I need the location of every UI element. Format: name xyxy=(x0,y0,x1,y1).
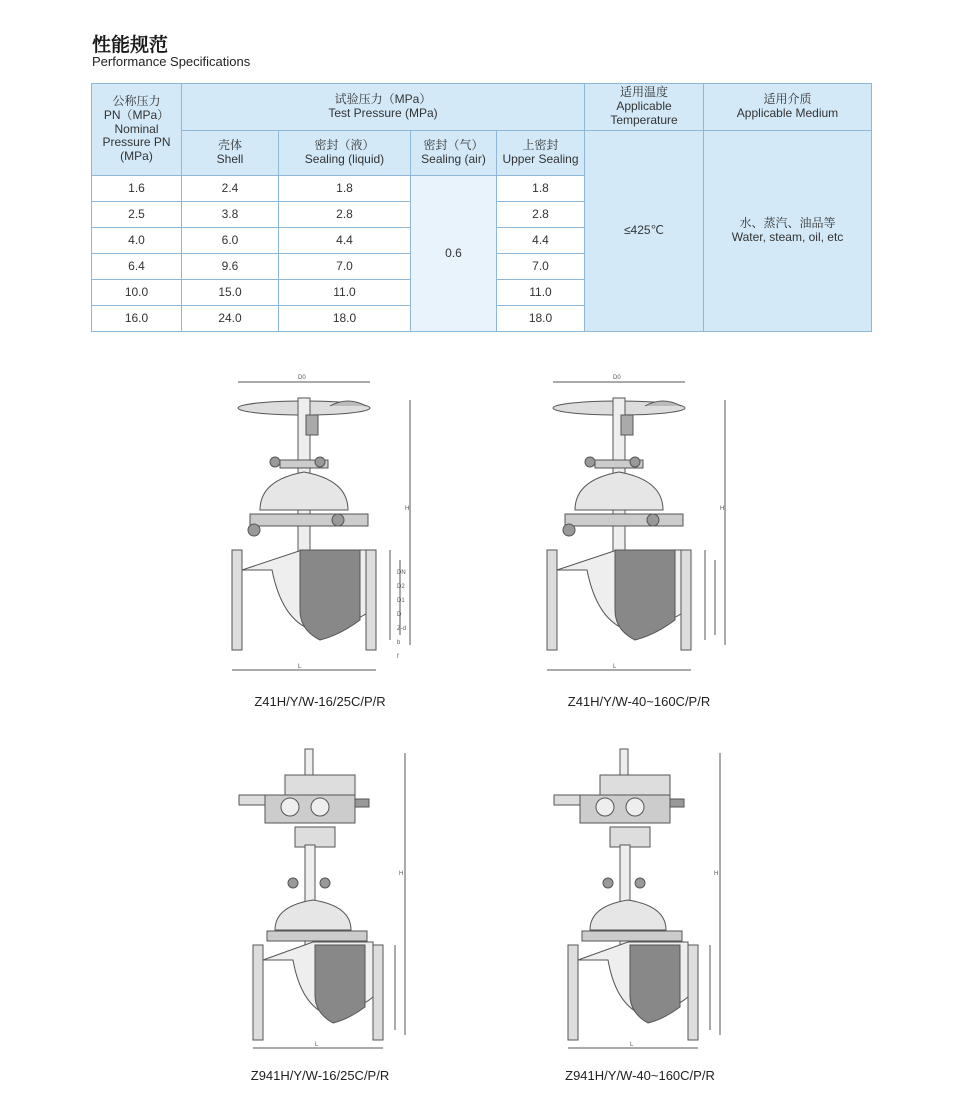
svg-text:D1: D1 xyxy=(397,598,405,604)
right-flange xyxy=(366,550,376,650)
header-test-pressure: 试验压力（MPa） Test Pressure (MPa) xyxy=(182,84,585,131)
header-upper-sealing: 上密封 Upper Sealing xyxy=(497,131,585,176)
svg-text:D0: D0 xyxy=(298,375,306,381)
actuator-top xyxy=(285,775,355,795)
medium-value: 水、蒸汽、油品等 Water, steam, oil, etc xyxy=(704,131,872,332)
drawing-z941-large xyxy=(540,745,740,1055)
caption-3: Z941H/Y/W-16/25C/P/R xyxy=(250,1068,390,1083)
temperature-value: ≤425℃ xyxy=(585,131,704,332)
electric-actuator xyxy=(265,795,355,823)
svg-text:L: L xyxy=(315,1042,319,1048)
left-flange xyxy=(232,550,242,650)
svg-text:D2: D2 xyxy=(397,584,405,590)
svg-text:L: L xyxy=(298,664,302,670)
svg-text:b: b xyxy=(397,640,401,646)
drawing-z41-large xyxy=(535,370,755,680)
svg-text:DN: DN xyxy=(397,570,406,576)
dim-label-group xyxy=(395,560,435,670)
svg-text:D0: D0 xyxy=(613,375,621,381)
svg-text:L: L xyxy=(630,1042,634,1048)
table-row: 6.4 9.6 7.0 7.0 xyxy=(92,254,872,280)
header-temperature: 适用温度 Applicable Temperature xyxy=(585,84,704,131)
page-title: 性能规范 xyxy=(92,34,169,56)
svg-text:H: H xyxy=(714,871,719,877)
header-nominal-pressure: 公称压力 PN（MPa） Nominal Pressure PN (MPa) xyxy=(92,84,182,176)
svg-text:D: D xyxy=(397,612,402,618)
drawing-z941-small xyxy=(225,745,425,1055)
sealing-air-value: 0.6 xyxy=(411,176,497,332)
header-sealing-air: 密封（气） Sealing (air) xyxy=(411,131,497,176)
svg-text:H: H xyxy=(720,506,725,512)
page-subtitle: Performance Specifications xyxy=(92,54,251,69)
table-row: 4.0 6.0 4.4 4.4 xyxy=(92,228,872,254)
header-medium: 适用介质 Applicable Medium xyxy=(704,84,872,131)
header-sealing-liquid: 密封（液） Sealing (liquid) xyxy=(279,131,411,176)
svg-text:Z-d: Z-d xyxy=(397,626,406,632)
caption-2: Z41H/Y/W-40~160C/P/R xyxy=(567,694,711,709)
svg-text:H: H xyxy=(405,506,410,512)
header-shell: 壳体 Shell xyxy=(182,131,279,176)
svg-text:f: f xyxy=(397,654,399,660)
table-row: 10.0 15.0 11.0 11.0 xyxy=(92,280,872,306)
svg-text:H: H xyxy=(399,871,404,877)
table-row: 16.0 24.0 18.0 18.0 xyxy=(92,306,872,332)
actuator-top xyxy=(600,775,670,795)
table-row: 2.5 3.8 2.8 2.8 xyxy=(92,202,872,228)
electric-actuator xyxy=(580,795,670,823)
svg-text:L: L xyxy=(613,664,617,670)
table-row: 1.6 2.4 1.8 0.6 1.8 xyxy=(92,176,872,202)
spec-table xyxy=(91,83,872,332)
caption-4: Z941H/Y/W-40~160C/P/R xyxy=(565,1068,715,1083)
caption-1: Z41H/Y/W-16/25C/P/R xyxy=(254,694,386,709)
